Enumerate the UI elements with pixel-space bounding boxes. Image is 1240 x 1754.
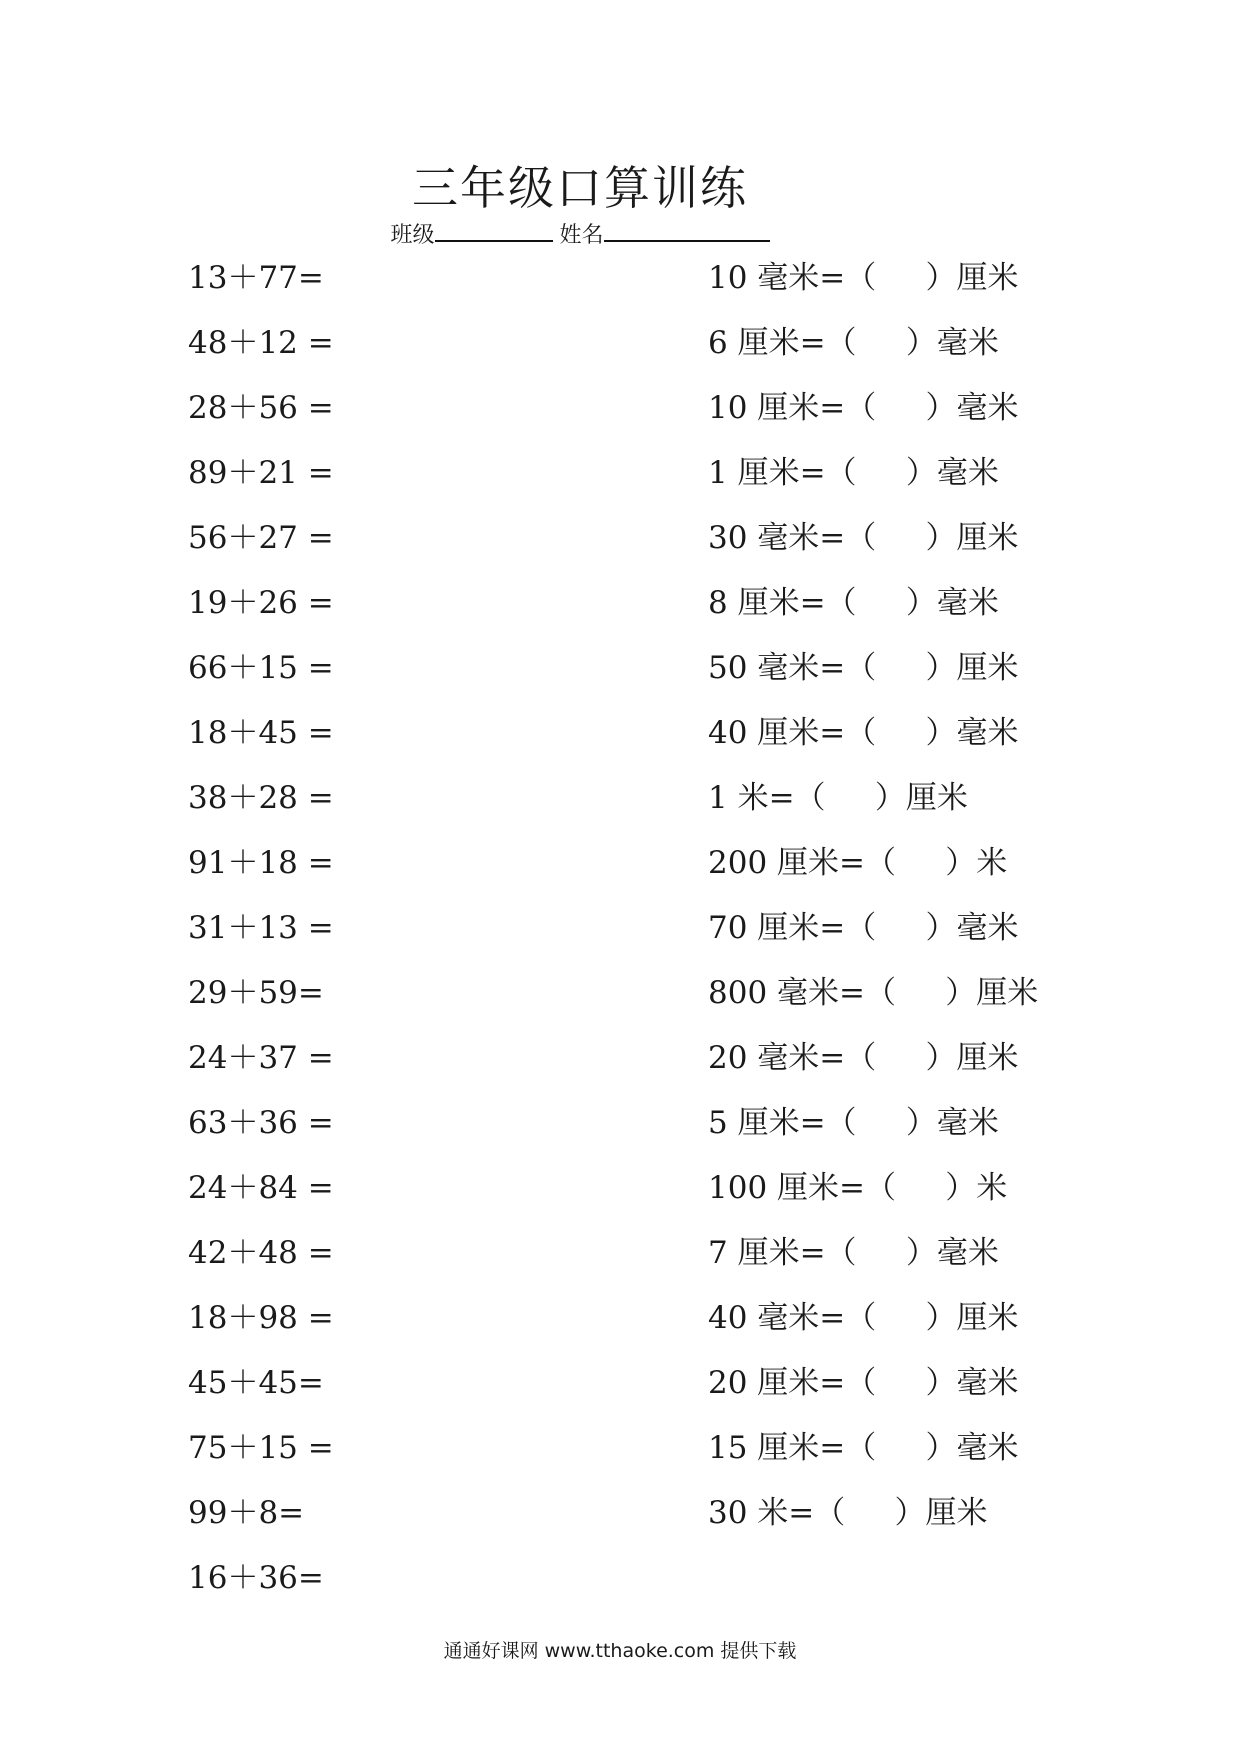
class-label: 班级: [390, 223, 435, 248]
right-problem: 1 米=（ ）厘米: [708, 780, 968, 816]
left-problem: 89＋21 =: [188, 455, 334, 491]
left-problem: 13＋77=: [188, 260, 324, 296]
right-problem: 800 毫米=（ ）厘米: [708, 975, 1039, 1011]
right-problem: 15 厘米=（ ）毫米: [708, 1430, 1019, 1466]
right-problem: 70 厘米=（ ）毫米: [708, 910, 1019, 946]
left-problem: 99＋8=: [188, 1495, 305, 1531]
class-blank[interactable]: [435, 222, 553, 242]
left-problem: 66＋15 =: [188, 650, 334, 686]
right-problem: 30 毫米=（ ）厘米: [708, 520, 1019, 556]
right-problem: 50 毫米=（ ）厘米: [708, 650, 1019, 686]
right-problem: 100 厘米=（ ）米: [708, 1170, 1008, 1206]
left-problem: 24＋37 =: [188, 1040, 334, 1076]
name-blank[interactable]: [604, 222, 770, 242]
left-problem: 19＋26 =: [188, 585, 334, 621]
right-problem: 40 毫米=（ ）厘米: [708, 1300, 1019, 1336]
right-problem: 30 米=（ ）厘米: [708, 1495, 988, 1531]
left-problem: 75＋15 =: [188, 1430, 334, 1466]
left-problem: 18＋98 =: [188, 1300, 334, 1336]
page-title: 三年级口算训练: [412, 161, 748, 215]
right-problem: 6 厘米=（ ）毫米: [708, 325, 999, 361]
right-problem: 1 厘米=（ ）毫米: [708, 455, 999, 491]
right-problem: 20 厘米=（ ）毫米: [708, 1365, 1019, 1401]
left-problem: 45＋45=: [188, 1365, 324, 1401]
left-problem: 56＋27 =: [188, 520, 334, 556]
footer-credit: 通通好课网 www.tthaoke.com 提供下载: [443, 1640, 797, 1662]
name-label: 姓名: [559, 223, 604, 248]
right-problem: 8 厘米=（ ）毫米: [708, 585, 999, 621]
left-problem: 24＋84 =: [188, 1170, 334, 1206]
left-problem: 16＋36=: [188, 1560, 324, 1596]
right-problem: 10 厘米=（ ）毫米: [708, 390, 1019, 426]
right-problem: 40 厘米=（ ）毫米: [708, 715, 1019, 751]
right-problem: 20 毫米=（ ）厘米: [708, 1040, 1019, 1076]
left-problem: 42＋48 =: [188, 1235, 334, 1271]
left-problem: 18＋45 =: [188, 715, 334, 751]
right-problem: 5 厘米=（ ）毫米: [708, 1105, 999, 1141]
left-problem: 31＋13 =: [188, 910, 334, 946]
left-problem: 48＋12 =: [188, 325, 334, 361]
left-problem: 28＋56 =: [188, 390, 334, 426]
student-info-line: [0, 218, 1160, 249]
left-problem: 38＋28 =: [188, 780, 334, 816]
left-problem: 29＋59=: [188, 975, 324, 1011]
left-problem: 63＋36 =: [188, 1105, 334, 1141]
right-problem: 10 毫米=（ ）厘米: [708, 260, 1019, 296]
right-problem: 7 厘米=（ ）毫米: [708, 1235, 999, 1271]
right-problem: 200 厘米=（ ）米: [708, 845, 1008, 881]
left-problem: 91＋18 =: [188, 845, 334, 881]
